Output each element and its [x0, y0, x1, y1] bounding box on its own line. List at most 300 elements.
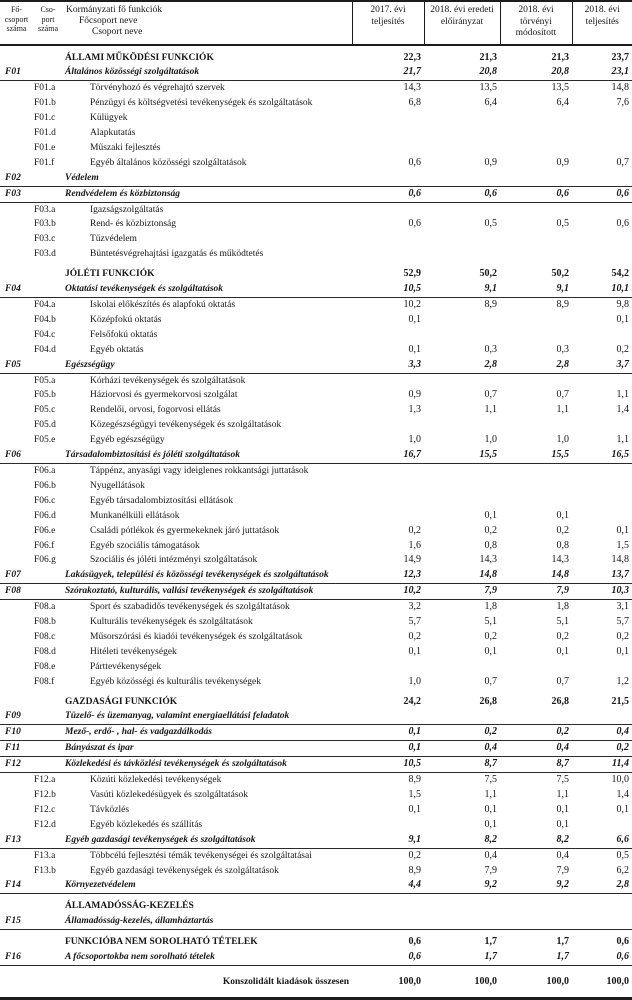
group-row [0, 171, 632, 186]
sub-code-cell: F05.a [34, 375, 56, 386]
value-cell: 0,1 [484, 818, 497, 830]
value-cell: 1,2 [616, 675, 629, 687]
value-cell: 15,5 [479, 449, 497, 461]
value-cell: 3,7 [616, 358, 629, 370]
value-cell: 9,1 [484, 283, 497, 295]
function-name-cell: Általános közösségi szolgáltatások [65, 67, 200, 78]
function-name-cell: Családi pótlékok és gyermekeknek járó juttatások [90, 525, 280, 536]
value-cell: 20,8 [551, 66, 569, 78]
sub-code-cell: F03.a [34, 204, 56, 215]
group-code-cell: F14 [5, 880, 21, 891]
value-cell: 2,8 [484, 358, 497, 370]
value-cell [352, 141, 424, 156]
group-code-cell [0, 373, 33, 388]
value-cell: 0,2 [484, 726, 497, 738]
value-cell [352, 126, 424, 141]
group-code-cell [0, 930, 33, 950]
function-name-cell: Egyéb egészségügy [90, 435, 165, 446]
group-code-cell [0, 45, 33, 66]
sub-code-cell [33, 725, 63, 741]
function-name-cell: Igazságszolgáltatás [90, 204, 164, 215]
value-cell: 1,8 [484, 601, 497, 613]
value-cell: 22,3 [403, 51, 421, 63]
group-row [0, 878, 632, 893]
value-cell [572, 328, 632, 343]
value-cell: 1,0 [484, 434, 497, 446]
value-cell: 3,2 [408, 601, 421, 613]
col-header-2018-eredeti-eloiranyzat: 2018. évi eredeti előirányzat [424, 1, 500, 45]
group-code-cell [0, 494, 33, 509]
value-cell [424, 202, 500, 217]
value-cell [352, 373, 424, 388]
function-name-cell: Külügyek [90, 113, 128, 124]
group-code-cell [0, 675, 33, 690]
value-cell: 8,2 [556, 833, 569, 845]
sub-code-cell [33, 894, 63, 914]
sub-code-cell [33, 262, 63, 282]
group-code-cell [0, 788, 33, 803]
value-cell [572, 232, 632, 247]
value-cell: 0,1 [484, 645, 497, 657]
group-code-cell: F10 [5, 727, 21, 738]
function-name-cell: Vasúti közlekedésügyek és szolgáltatások [90, 790, 249, 800]
value-cell [572, 111, 632, 126]
sub-code-cell: F03.b [34, 219, 56, 230]
function-name-cell: Távközlés [90, 804, 130, 815]
sub-code-cell: F08.f [34, 676, 55, 687]
group-code-cell [0, 202, 33, 217]
value-cell: 7,9 [556, 864, 569, 876]
value-cell [352, 247, 424, 262]
value-cell: 9,1 [556, 283, 569, 295]
function-name-cell: Társadalombiztosítási és jóléti szolgáltatások [65, 450, 240, 461]
sub-row [0, 479, 632, 494]
group-code-cell: F15 [5, 916, 21, 927]
function-name-cell: Oktatási tevékenységek és szolgáltatások [65, 284, 224, 295]
value-cell: 21,3 [551, 51, 569, 63]
section-row [0, 262, 632, 282]
group-row [0, 65, 632, 80]
value-cell: 0,1 [484, 803, 497, 815]
function-name-cell: Egyéb gazdasági tevékenységek és szolgáltatások [65, 834, 256, 845]
function-name-cell: FUNKCIÓBA NEM SOROLHATÓ TÉTELEK [65, 937, 258, 948]
sub-code-cell [33, 690, 63, 710]
value-cell [572, 141, 632, 156]
value-cell: 0,4 [556, 742, 569, 754]
group-row [0, 757, 632, 773]
group-code-cell: F07 [5, 570, 21, 581]
function-name-cell: Műszaki fejlesztés [90, 142, 161, 153]
value-cell: 0,5 [484, 218, 497, 230]
function-name-cell: Tüzelő- és üzemanyag, valamint energiaellátási feladatok [65, 711, 290, 722]
sub-code-cell: F13.a [34, 850, 56, 861]
value-cell: 0,7 [556, 389, 569, 401]
value-cell [352, 479, 424, 494]
group-code-cell: F11 [5, 743, 21, 754]
sub-row [0, 773, 632, 788]
sub-code-cell: F06.d [34, 510, 56, 521]
value-cell [424, 111, 500, 126]
value-cell: 50,2 [551, 268, 569, 280]
group-code-cell [0, 313, 33, 328]
value-cell: 1,0 [408, 434, 421, 446]
sub-code-cell: F08.d [34, 646, 56, 657]
value-cell [424, 328, 500, 343]
group-code-cell [0, 690, 33, 710]
value-cell: 21,3 [479, 51, 497, 63]
sub-row [0, 232, 632, 247]
header-line: Kormányzati fő funkciók [66, 5, 163, 15]
value-cell: 1,7 [484, 951, 497, 963]
value-cell: 10,2 [403, 585, 421, 597]
value-cell [572, 494, 632, 509]
value-cell [572, 463, 632, 478]
sub-row [0, 864, 632, 879]
value-cell: 16,5 [611, 449, 629, 461]
sub-code-cell: F08.a [34, 602, 56, 613]
function-name-cell: Táppénz, anyasági vagy ideiglenes rokkantsági juttatások [90, 465, 309, 476]
col-header-csoport-szama [33, 1, 63, 45]
value-cell: 0,4 [484, 849, 497, 861]
value-cell [352, 171, 424, 186]
value-cell [424, 418, 500, 433]
value-cell: 0,2 [484, 524, 497, 536]
value-cell: 1,1 [484, 404, 497, 416]
sub-row [0, 81, 632, 96]
value-cell: 0,8 [556, 539, 569, 551]
value-cell: 0,1 [556, 645, 569, 657]
group-code-cell [0, 418, 33, 433]
sub-code-cell: F06.f [34, 540, 55, 551]
sub-code-cell: F05.d [34, 420, 56, 431]
function-name-cell: Szociális és jóléti intézményi szolgáltatások [90, 555, 258, 566]
value-cell: 0,2 [408, 849, 421, 861]
sub-row [0, 524, 632, 539]
col-header-focsoport-szama [0, 1, 33, 45]
function-name-cell: Lakásügyek, települési és közösségi tevékenységek és szolgáltatások [65, 570, 329, 581]
function-name-cell: JÓLÉTI FUNKCIÓK [65, 269, 155, 280]
value-cell: 0,2 [408, 630, 421, 642]
value-cell: 0,7 [484, 389, 497, 401]
sub-row [0, 313, 632, 328]
sub-row [0, 803, 632, 818]
value-cell: 26,8 [479, 695, 497, 707]
sub-row [0, 630, 632, 645]
value-cell: 0,9 [556, 156, 569, 168]
header-line: száma [6, 24, 27, 33]
value-cell [424, 660, 500, 675]
value-cell: 14,3 [403, 82, 421, 94]
group-code-cell [0, 894, 33, 914]
value-cell [500, 373, 572, 388]
sub-code-cell: F13.b [34, 865, 56, 876]
section-row [0, 930, 632, 950]
function-name-cell: Nyugellátások [90, 480, 145, 491]
value-cell [500, 313, 572, 328]
value-cell: 0,1 [484, 509, 497, 521]
section-row [0, 894, 632, 914]
value-cell: 100,0 [474, 975, 497, 987]
sub-code-cell: F01.b [34, 98, 56, 109]
value-cell: 0,4 [556, 849, 569, 861]
group-row [0, 186, 632, 202]
function-name-cell: Közúti közlekedési tevékenységek [90, 775, 222, 786]
group-code-cell [0, 803, 33, 818]
function-name-cell: Mező-, erdő- , hal- és vadgazdálkodás [65, 727, 212, 738]
value-cell: 14,9 [403, 554, 421, 566]
value-cell: 8,7 [556, 758, 569, 770]
group-code-cell [0, 343, 33, 358]
value-cell: 0,2 [616, 742, 629, 754]
sub-code-cell: F01.d [34, 128, 56, 139]
sub-row [0, 645, 632, 660]
value-cell [352, 328, 424, 343]
sub-row [0, 788, 632, 803]
value-cell [500, 479, 572, 494]
function-name-cell: Rendvédelem és közbiztonság [65, 188, 181, 199]
value-cell: 100,0 [606, 975, 629, 987]
value-cell: 0,5 [616, 849, 629, 861]
function-name-cell: Sport és szabadidős tevékenységek és szolgáltatások [90, 602, 290, 613]
sub-code-cell: F08.c [34, 631, 56, 642]
sub-row [0, 217, 632, 232]
sub-code-cell: F03.c [34, 234, 56, 245]
value-cell: 0,6 [616, 218, 629, 230]
sub-code-cell: F06.c [34, 495, 56, 506]
value-cell [500, 126, 572, 141]
section-row [0, 690, 632, 710]
value-cell [424, 463, 500, 478]
value-cell: 0,1 [408, 313, 421, 325]
value-cell [424, 479, 500, 494]
value-cell: 10,5 [403, 758, 421, 770]
group-code-cell [0, 141, 33, 156]
value-cell: 0,7 [484, 675, 497, 687]
value-cell: 50,2 [479, 268, 497, 280]
header-line: csoport [4, 14, 29, 24]
group-code-cell [0, 965, 33, 998]
function-name-cell: ÁLLAMI MŰKÖDÉSI FUNKCIÓK [65, 52, 214, 63]
value-cell: 5,7 [616, 616, 629, 628]
value-cell: 6,4 [484, 97, 497, 109]
value-cell: 24,2 [403, 695, 421, 707]
function-name-cell: Közegészségügyi tevékenységek és szolgáltatások [90, 420, 282, 431]
value-cell: 5,1 [484, 616, 497, 628]
value-cell [424, 126, 500, 141]
group-code-cell [0, 463, 33, 478]
function-name-cell: Közlekedési és távközlési tevékenységek és szolgáltatások [65, 759, 287, 770]
function-name-cell: Államadósság-kezelés, államháztartás [65, 916, 214, 927]
sub-code-cell: F08.e [34, 661, 56, 672]
value-cell: 3,3 [408, 358, 421, 370]
group-code-cell [0, 553, 33, 568]
value-cell: 1,1 [616, 389, 629, 401]
sub-code-cell: F05.c [34, 405, 56, 416]
header-line: Cso- [40, 5, 56, 14]
group-row [0, 568, 632, 583]
value-cell: 0,1 [556, 509, 569, 521]
value-cell [500, 660, 572, 675]
value-cell: 6,2 [616, 864, 629, 876]
value-cell: 7,9 [556, 585, 569, 597]
value-cell: 10,3 [611, 585, 629, 597]
group-code-cell [0, 630, 33, 645]
value-cell: 0,1 [408, 726, 421, 738]
value-cell: 0,4 [616, 726, 629, 738]
group-code-cell [0, 660, 33, 675]
function-name-cell: Pénzügyi és költségvetési tevékenységek és szolgáltatások [90, 98, 313, 109]
function-name-cell: Többcélú fejlesztési témák tevékenységei és szolgáltatásai [90, 850, 312, 861]
value-cell: 8,7 [484, 758, 497, 770]
value-cell: 0,6 [408, 187, 421, 199]
value-cell [572, 126, 632, 141]
total-row-label: Konszolidált kiadások összesen [222, 976, 349, 987]
group-code-cell [0, 600, 33, 615]
sub-code-cell: F03.d [34, 249, 56, 260]
value-cell [424, 914, 500, 929]
header-line: száma [38, 24, 58, 33]
sub-code-cell: F06.b [34, 480, 56, 491]
value-cell: 8,9 [556, 299, 569, 310]
value-cell [500, 171, 572, 186]
section-row [0, 45, 632, 66]
value-cell [500, 463, 572, 478]
value-cell: 0,1 [408, 803, 421, 815]
group-row [0, 950, 632, 965]
sub-row [0, 111, 632, 126]
sub-row [0, 818, 632, 833]
value-cell: 5,7 [408, 616, 421, 628]
group-row [0, 358, 632, 373]
value-cell [424, 894, 500, 914]
sub-code-cell: F01.e [34, 142, 56, 153]
group-row [0, 448, 632, 463]
value-cell [572, 818, 632, 833]
value-cell [352, 914, 424, 929]
value-cell: 5,1 [556, 616, 569, 628]
group-code-cell [0, 848, 33, 863]
value-cell: 1,8 [556, 601, 569, 613]
value-cell [352, 509, 424, 524]
value-cell [352, 463, 424, 478]
value-cell [500, 328, 572, 343]
value-cell: 0,9 [484, 156, 497, 168]
value-cell: 0,6 [616, 951, 629, 963]
value-cell: 0,1 [616, 803, 629, 815]
value-cell: 23,1 [611, 66, 629, 78]
sub-code-cell: F01.c [34, 113, 56, 124]
sub-row [0, 433, 632, 448]
function-name-cell: Törvényhozó és végrehajtó szervek [90, 83, 225, 94]
value-cell: 0,1 [408, 742, 421, 754]
function-name-cell: Egyéb oktatás [90, 344, 144, 355]
group-code-cell [0, 298, 33, 313]
value-cell: 13,7 [611, 569, 629, 581]
value-cell: 1,5 [408, 789, 421, 800]
value-cell: 0,1 [616, 645, 629, 657]
value-cell [572, 709, 632, 724]
value-cell: 10,0 [611, 774, 629, 786]
col-header-function-names [63, 1, 352, 45]
value-cell: 10,1 [611, 283, 629, 295]
group-code-cell [0, 864, 33, 879]
value-cell: 9,2 [484, 879, 497, 891]
sub-code-cell [33, 833, 63, 848]
sub-row [0, 298, 632, 313]
value-cell [500, 141, 572, 156]
value-cell [572, 171, 632, 186]
value-cell: 1,7 [556, 951, 569, 963]
sub-code-cell: F12.c [34, 804, 56, 815]
sub-code-cell: F01.a [34, 83, 56, 94]
group-code-cell: F02 [5, 172, 21, 183]
value-cell: 0,2 [408, 524, 421, 536]
value-cell: 0,6 [616, 187, 629, 199]
value-cell [572, 509, 632, 524]
value-cell [352, 111, 424, 126]
sub-row [0, 343, 632, 358]
sub-code-cell [33, 45, 63, 66]
value-cell: 1,7 [556, 936, 569, 948]
value-cell: 7,5 [556, 774, 569, 786]
group-code-cell [0, 539, 33, 554]
sub-row [0, 388, 632, 403]
value-cell: 1,1 [556, 404, 569, 416]
value-cell [424, 313, 500, 328]
function-name-cell: Bányászat és ipar [65, 743, 134, 754]
group-code-cell [0, 232, 33, 247]
value-cell: 0,6 [484, 187, 497, 199]
value-cell: 1,0 [408, 675, 421, 687]
table-header-row [0, 1, 632, 45]
value-cell: 100,0 [398, 975, 421, 987]
sub-code-cell [33, 965, 63, 998]
sub-code-cell [33, 448, 63, 463]
group-code-cell [0, 388, 33, 403]
group-code-cell [0, 111, 33, 126]
sub-row [0, 848, 632, 863]
sub-code-cell: F12.d [34, 819, 56, 830]
sub-code-cell [33, 950, 63, 965]
value-cell: 0,9 [408, 389, 421, 401]
sub-row [0, 553, 632, 568]
value-cell: 7,9 [484, 864, 497, 876]
value-cell: 16,7 [403, 449, 421, 461]
function-name-cell: Hitéleti tevékenységek [90, 646, 177, 657]
value-cell: 9,8 [616, 299, 629, 310]
value-cell: 1,3 [408, 404, 421, 416]
group-row [0, 725, 632, 741]
value-cell: 0,6 [408, 218, 421, 230]
sub-code-cell: F12.b [34, 790, 56, 800]
value-cell [500, 111, 572, 126]
value-cell: 7,9 [484, 585, 497, 597]
group-code-cell [0, 403, 33, 418]
sub-code-cell: F12.a [34, 775, 56, 786]
group-code-cell [0, 126, 33, 141]
sub-code-cell [33, 282, 63, 297]
group-row [0, 584, 632, 600]
function-name-cell: Egyéb szociális támogatások [90, 540, 200, 551]
value-cell: 4,4 [408, 879, 421, 891]
sub-code-cell [33, 930, 63, 950]
sub-row [0, 141, 632, 156]
value-cell [572, 660, 632, 675]
value-cell [424, 247, 500, 262]
sub-row [0, 202, 632, 217]
value-cell: 14,3 [551, 554, 569, 566]
sub-code-cell [33, 914, 63, 929]
